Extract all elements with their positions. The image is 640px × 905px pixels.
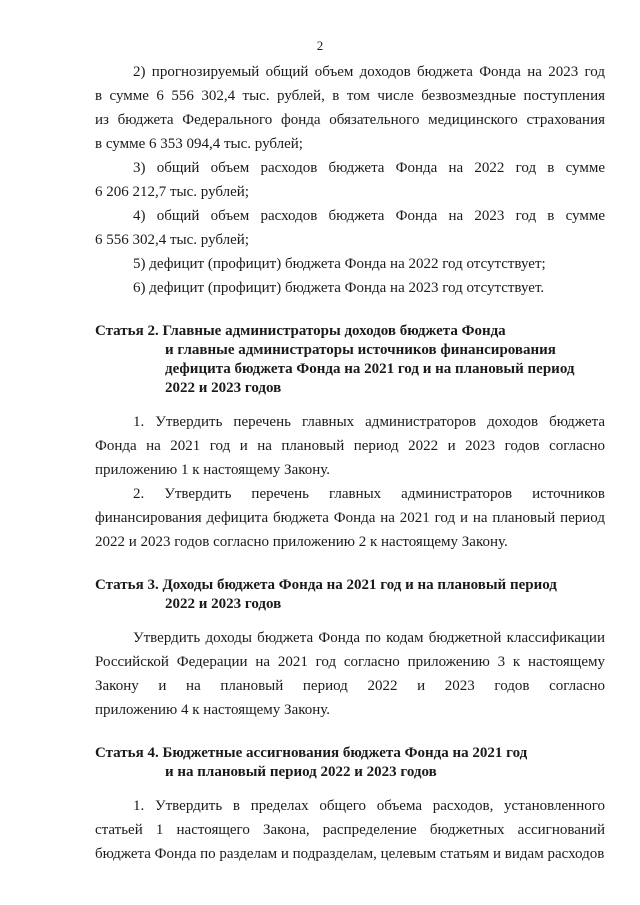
text-line: 5) дефицит (профицит) бюджета Фонда на 2022 год отсутствует; <box>133 256 546 272</box>
paragraph <box>95 626 605 722</box>
article-heading <box>95 322 605 398</box>
text-line: статьей 1 настоящего Закона, распределение бюджетных ассигнований <box>95 822 605 838</box>
article-3 <box>95 576 605 722</box>
text-line: 3) общий объем расходов бюджета Фонда на 2022 год в сумме <box>133 160 605 176</box>
text-line: в сумме 6 353 094,4 тыс. рублей; <box>95 136 303 152</box>
text-line: 6 556 302,4 тыс. рублей; <box>95 232 249 248</box>
heading-line: 2022 и 2023 годов <box>165 380 282 396</box>
text-line: Российской Федерации на 2021 год согласно приложению 3 к настоящему <box>95 654 605 670</box>
page-number: 2 <box>316 38 324 53</box>
heading-line: и на плановый период 2022 и 2023 годов <box>165 764 437 780</box>
article-4 <box>95 744 605 866</box>
document-body <box>95 60 605 866</box>
paragraph <box>95 156 605 204</box>
heading-line: и главные администраторы источников финансирования <box>165 342 556 358</box>
text-line: 2. Утвердить перечень главных администраторов источников <box>133 486 605 502</box>
paragraph <box>95 410 605 482</box>
text-line: приложению 1 к настоящему Закону. <box>95 462 331 478</box>
heading-line: Статья 2. Главные администраторы доходов бюджета Фонда <box>95 323 506 339</box>
text-line: из бюджета Федерального фонда обязательного медицинского страхования <box>95 112 605 128</box>
text-line: бюджета Фонда по разделам и подразделам, целевым статьям и видам расходов <box>95 846 605 862</box>
text-line: финансирования дефицита бюджета Фонда на 2021 год и на плановый период <box>95 510 605 526</box>
heading-line: Статья 4. Бюджетные ассигнования бюджета Фонда на 2021 год <box>95 745 528 761</box>
paragraph <box>95 204 605 252</box>
text-line: Утвердить доходы бюджета Фонда по кодам бюджетной классификации <box>133 630 605 646</box>
article-heading <box>95 744 605 782</box>
text-line: 2022 и 2023 годов согласно приложению 2 к настоящему Закону. <box>95 534 508 550</box>
text-line: приложению 4 к настоящему Закону. <box>95 702 331 718</box>
text-line: 1. Утвердить в пределах общего объема расходов, установленного <box>133 798 605 814</box>
paragraph <box>95 794 605 866</box>
paragraph <box>95 60 605 156</box>
heading-line: 2022 и 2023 годов <box>165 596 282 612</box>
paragraph <box>95 482 605 554</box>
text-line: Закону и на плановый период 2022 и 2023 годов согласно <box>95 678 605 694</box>
paragraph <box>95 276 605 300</box>
article-heading <box>95 576 605 614</box>
text-line: 4) общий объем расходов бюджета Фонда на 2023 год в сумме <box>133 208 605 224</box>
text-line: 1. Утвердить перечень главных администраторов доходов бюджета <box>133 414 605 430</box>
text-line: Фонда на 2021 год и на плановый период 2022 и 2023 годов согласно <box>95 438 605 454</box>
heading-line: дефицита бюджета Фонда на 2021 год и на плановый период <box>165 361 575 377</box>
text-line: 6 206 212,7 тыс. рублей; <box>95 184 249 200</box>
article-2 <box>95 322 605 554</box>
paragraph <box>95 252 605 276</box>
text-line: 6) дефицит (профицит) бюджета Фонда на 2023 год отсутствует. <box>133 280 545 296</box>
intro-section <box>95 60 605 300</box>
heading-line: Статья 3. Доходы бюджета Фонда на 2021 год и на плановый период <box>95 577 557 593</box>
text-line: 2) прогнозируемый общий объем доходов бюджета Фонда на 2023 год <box>133 64 605 80</box>
text-line: в сумме 6 556 302,4 тыс. рублей, в том числе безвозмездные поступления <box>95 88 605 104</box>
